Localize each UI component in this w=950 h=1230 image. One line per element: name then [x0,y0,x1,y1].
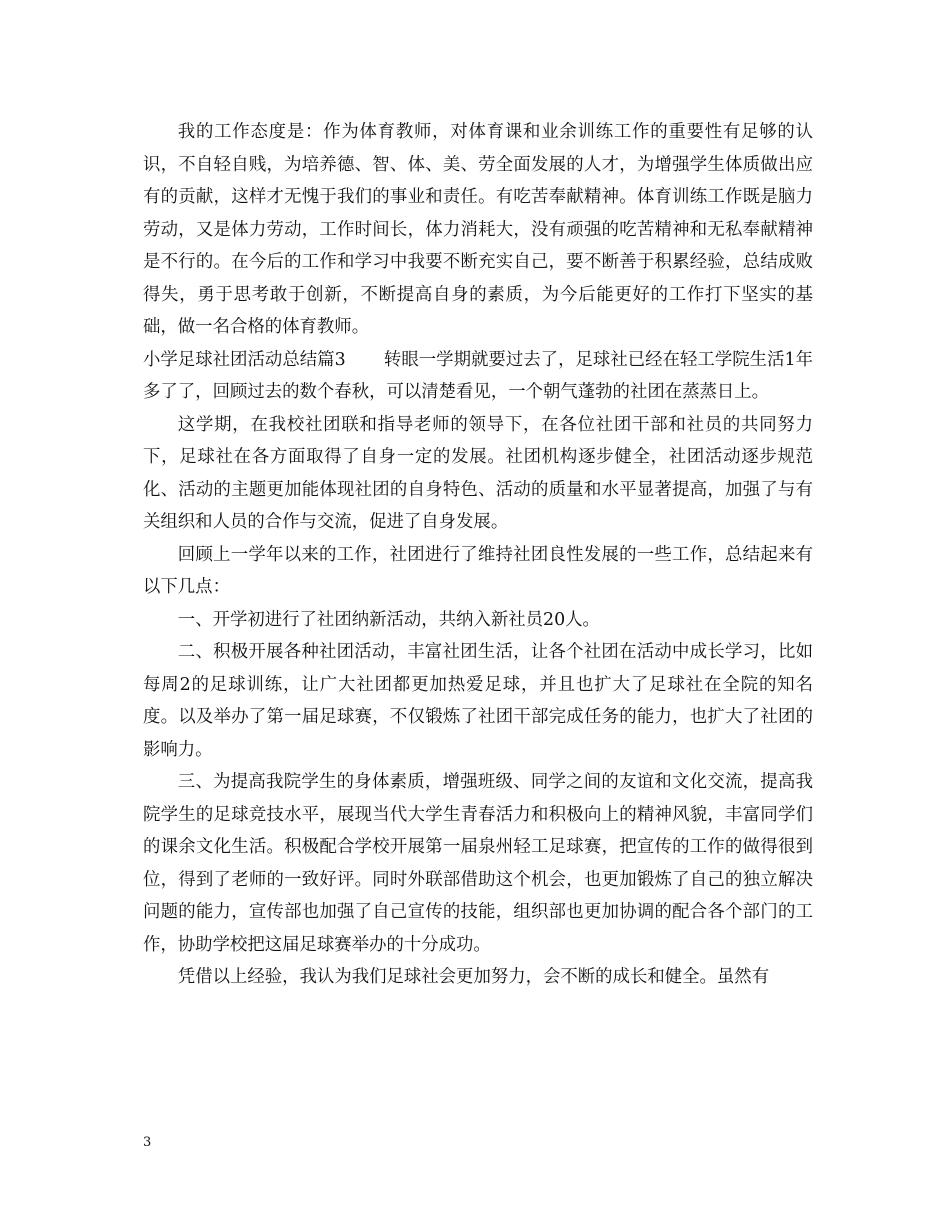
paragraph-review-intro: 回顾上一学年以来的工作，社团进行了维持社团良性发展的一些工作，总结起来有以下几点： [143,544,813,597]
section-intro-paragraph [143,344,813,409]
page-number: 3 [143,1135,152,1150]
paragraph-point-three: 三、为提高我院学生的身体素质，增强班级、同学之间的友谊和文化交流，提高我院学生的足球竞技水平，展现当代大学生青春活力和积极向上的精神风貌，丰富同学们的课余文化生活。积极配合学校开展第一届泉州轻工足球赛，把宣传的工作的做得很到位，得到了老师的一致好评。同时外联部借助这个机会，也更加锻炼了自己的独立解决问题的能力，宣传部也加强了自己宣传的技能，组织部也更加协调的配合各个部门的工作，协助学校把这届足球赛举办的十分成功。 [143,772,813,955]
document-body [143,116,813,994]
section-heading: 小学足球社团活动总结篇3 [143,349,346,370]
paragraph-semester-progress: 这学期，在我校社团联和指导老师的领导下，在各位社团干部和社员的共同努力下，足球社在各方面取得了自身一定的发展。社团机构逐步健全，社团活动逐步规范化、活动的主题更加能体现社团的自身特色、活动的质量和水平显著提高，加强了与有关组织和人员的合作与交流，促进了自身发展。 [143,414,813,532]
paragraph-work-attitude: 我的工作态度是：作为体育教师，对体育课和业余训练工作的重要性有足够的认识，不自轻自贱，为培养德、智、体、美、劳全面发展的人才，为增强学生体质做出应有的贡献，这样才无愧于我们的事业和责任。有吃苦奉献精神。体育训练工作既是脑力劳动，又是体力劳动，工作时间长，体力消耗大，没有顽强的吃苦精神和无私奉献精神是不行的。在今后的工作和学习中我要不断充实自己，要不断善于积累经验，总结成败得失，勇于思考敢于创新，不断提高自身的素质，为今后能更好的工作打下坚实的基础，做一名合格的体育教师。 [143,122,813,337]
paragraph-point-one: 一、开学初进行了社团纳新活动，共纳入新社员20人。 [177,609,600,630]
paragraph-conclusion: 凭借以上经验，我认为我们足球社会更加努力，会不断的成长和健全。虽然有 [177,967,770,987]
section-intro-text: 转眼一学期就要过去了，足球社已经在轻工学院生活1年多了了，回顾过去的数个春秋，可以清楚看见，一个朝气蓬勃的社团在蒸蒸日上。 [143,349,813,402]
paragraph-point-two: 二、积极开展各种社团活动，丰富社团生活，让各个社团在活动中成长学习，比如每周2的足球训练，让广大社团都更加热爱足球，并且也扩大了足球社在全院的知名度。以及举办了第一届足球赛，不仅锻炼了社团干部完成任务的能力，也扩大了社团的影响力。 [143,642,813,760]
